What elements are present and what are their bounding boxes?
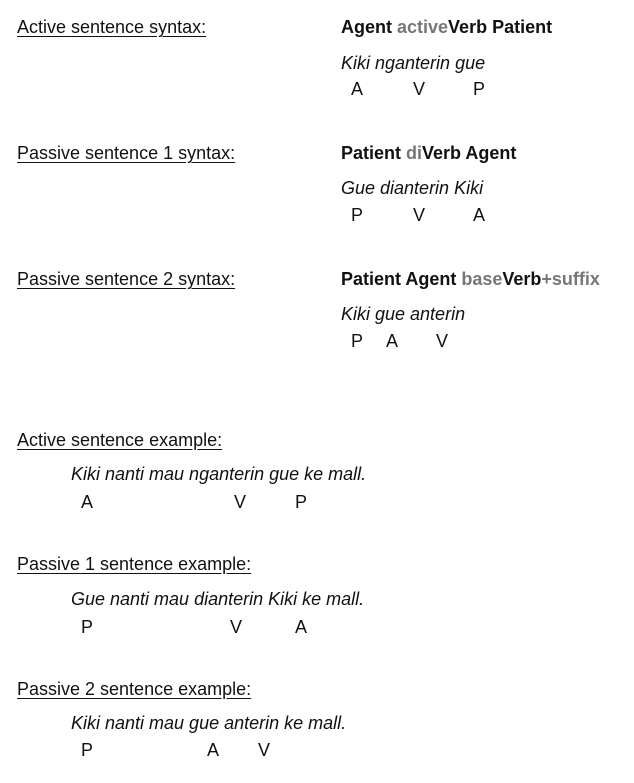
active-syntax-label: Active sentence syntax: — [17, 17, 207, 37]
passive1-syntax-label: Passive sentence 1 syntax: — [17, 143, 236, 163]
active-example-sentence: Kiki nanti mau nganterin gue ke mall. — [71, 464, 367, 484]
role-tag: V — [258, 740, 271, 760]
role-tag: P — [351, 331, 364, 351]
role-tag: P — [351, 205, 364, 225]
role-tag: A — [351, 79, 364, 99]
formula-part: Verb — [502, 269, 542, 289]
role-tag: P — [473, 79, 486, 99]
role-tag: V — [413, 79, 426, 99]
role-tag: V — [436, 331, 449, 351]
passive1-syntax-example: Gue dianterin Kiki — [341, 178, 484, 198]
role-tag: V — [413, 205, 426, 225]
role-tag: P — [81, 617, 94, 637]
formula-part: Agent — [341, 17, 397, 37]
active-syntax-example: Kiki nganterin gue — [341, 53, 486, 73]
formula-part: Patient Agent — [341, 269, 462, 289]
passive2-syntax-formula — [341, 269, 600, 290]
role-tag: P — [81, 740, 94, 760]
formula-part: base — [461, 269, 503, 289]
role-tag: A — [473, 205, 486, 225]
passive2-syntax-example: Kiki gue anterin — [341, 304, 466, 324]
formula-part: active — [397, 17, 449, 37]
passive1-example-sentence: Gue nanti mau dianterin Kiki ke mall. — [71, 589, 365, 609]
role-tag: P — [295, 492, 308, 512]
role-tag: A — [81, 492, 94, 512]
formula-part: Verb Agent — [422, 143, 517, 163]
role-tag: V — [234, 492, 247, 512]
role-tag: V — [230, 617, 243, 637]
active-syntax-formula — [341, 17, 552, 38]
passive2-example-sentence: Kiki nanti mau gue anterin ke mall. — [71, 713, 347, 733]
role-tag: A — [295, 617, 308, 637]
passive1-example-label: Passive 1 sentence example: — [17, 554, 252, 574]
formula-part: Verb Patient — [448, 17, 553, 37]
passive2-example-label: Passive 2 sentence example: — [17, 679, 252, 699]
role-tag: A — [386, 331, 399, 351]
formula-part: di — [406, 143, 423, 163]
passive1-syntax-formula — [341, 143, 516, 164]
active-example-label: Active sentence example: — [17, 430, 223, 450]
formula-part: +suffix — [541, 269, 600, 289]
passive2-syntax-label: Passive sentence 2 syntax: — [17, 269, 236, 289]
formula-part: Patient — [341, 143, 407, 163]
role-tag: A — [207, 740, 220, 760]
